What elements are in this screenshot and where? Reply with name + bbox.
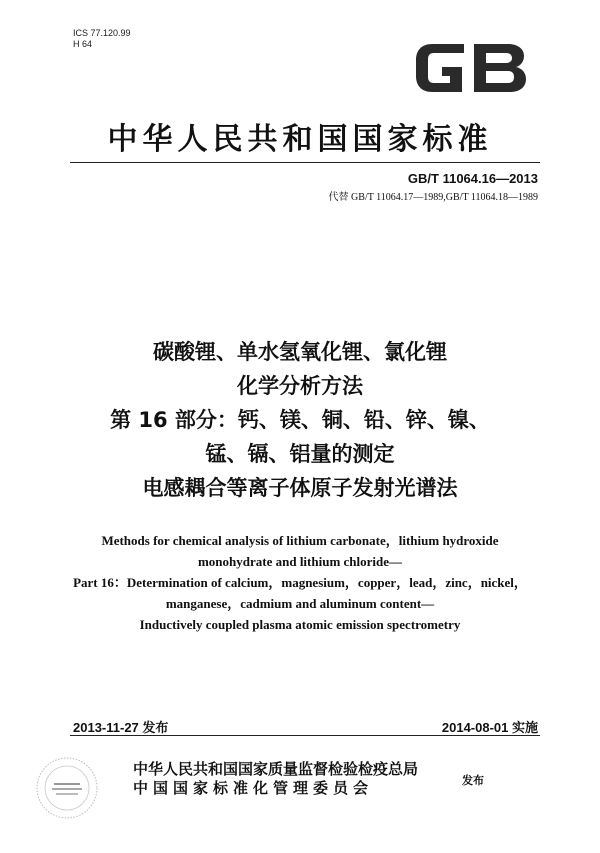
chinese-title-line: 第 16 部分：钙、镁、铜、铅、锌、镍、 bbox=[110, 408, 490, 432]
classification-codes bbox=[73, 28, 131, 50]
english-title-line: Inductively coupled plasma atomic emission spectrometry bbox=[139, 617, 461, 632]
english-title-line: Methods for chemical analysis of lithium carbonate，lithium hydroxide bbox=[101, 533, 499, 548]
english-title-line: monohydrate and lithium chloride— bbox=[197, 554, 403, 569]
chinese-title-line: 碳酸锂、单水氢氧化锂、氯化锂 bbox=[153, 340, 447, 364]
watermark-seal bbox=[34, 755, 100, 821]
footer-divider bbox=[70, 735, 540, 736]
header-divider bbox=[70, 162, 540, 163]
english-title-line: manganese，cadmium and aluminum content— bbox=[165, 596, 435, 611]
chinese-title-line: 化学分析方法 bbox=[237, 374, 363, 398]
issuer-aqsiq: 中华人民共和国国家质量监督检验检疫总局 bbox=[133, 760, 419, 778]
chinese-title-line: 锰、镉、铝量的测定 bbox=[205, 442, 395, 466]
issuer-sac: 中国国家标准化管理委员会 bbox=[133, 779, 374, 797]
ics-code: ICS 77.120.99 bbox=[73, 28, 131, 38]
issue-date: 2013-11-27 发布 bbox=[73, 720, 169, 735]
replaces-note: 代替 GB/T 11064.17—1989,GB/T 11064.18—1989 bbox=[328, 192, 538, 203]
ccs-code: H 64 bbox=[73, 39, 93, 49]
english-title bbox=[0, 530, 600, 635]
issuing-authorities bbox=[133, 760, 418, 798]
chinese-title-line: 电感耦合等离子体原子发射光谱法 bbox=[142, 476, 458, 500]
standard-number: GB/T 11064.16—2013 bbox=[407, 171, 538, 186]
chinese-title bbox=[0, 335, 600, 505]
release-label: 发布 bbox=[462, 774, 484, 787]
implementation-date: 2014-08-01 实施 bbox=[441, 720, 538, 735]
gb-logo bbox=[412, 40, 530, 96]
english-title-line: Part 16：Determination of calcium，magnesium，copper，lead，zinc，nickel， bbox=[73, 575, 527, 590]
standard-category-title: 中华人民共和国国家标准 bbox=[107, 122, 493, 157]
